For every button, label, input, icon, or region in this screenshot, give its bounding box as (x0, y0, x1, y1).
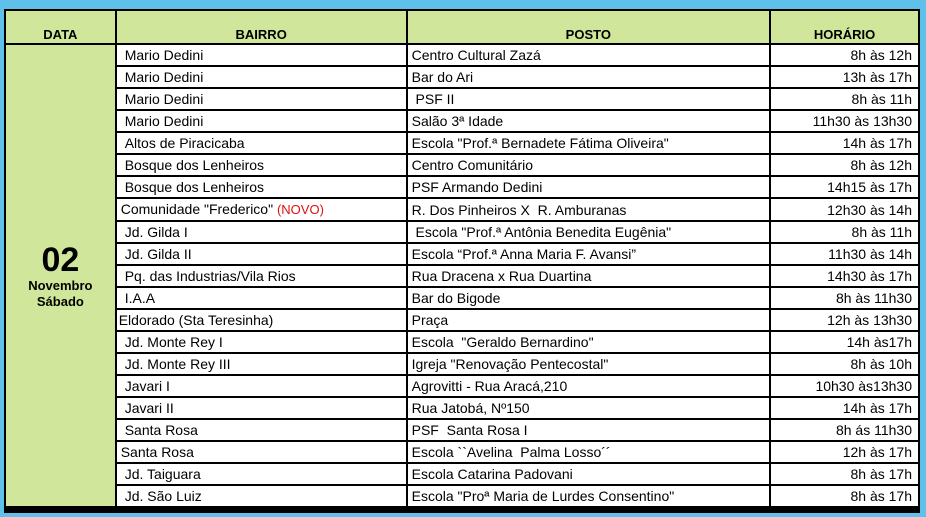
cell-bairro (117, 45, 406, 65)
table-row (6, 266, 918, 286)
bairro-text: Mario Dedini (124, 47, 204, 63)
table-row (6, 354, 918, 374)
cell-bairro (117, 332, 406, 352)
header-bairro: BAIRRO (117, 11, 406, 43)
table-row (6, 222, 918, 242)
cell-horario: 8h às 11h (771, 89, 918, 109)
cell-bairro (117, 111, 406, 131)
new-badge: (NOVO) (276, 202, 324, 217)
cell-posto: Escola Catarina Padovani (408, 464, 769, 484)
cell-horario: 14h às17h (771, 332, 918, 352)
bairro-text: Mario Dedini (124, 113, 204, 129)
cell-bairro (117, 288, 406, 308)
cell-horario: 8h às 11h (771, 222, 918, 242)
cell-bairro (117, 266, 406, 286)
table-row (6, 310, 918, 330)
cell-bairro (117, 89, 406, 109)
cell-horario: 14h15 às 17h (771, 177, 918, 197)
bairro-text: Santa Rosa (124, 422, 198, 438)
cell-horario: 12h às 13h30 (771, 310, 918, 330)
table-row (6, 442, 918, 462)
bairro-text: Jd. Gilda II (124, 246, 192, 262)
table-row (6, 486, 918, 506)
cell-horario: 8h às 17h (771, 486, 918, 506)
cell-bairro (117, 222, 406, 242)
table-row (6, 199, 918, 220)
cell-horario: 8h às 12h (771, 45, 918, 65)
bairro-text: Javari I (124, 378, 170, 394)
table-row (6, 376, 918, 396)
table-row (6, 133, 918, 153)
cell-bairro (117, 354, 406, 374)
date-weekday: Sábado (36, 293, 84, 309)
cell-bairro (117, 420, 406, 440)
cell-posto: Escola "Geraldo Bernardino" (408, 332, 769, 352)
date-month: Novembro (28, 277, 93, 293)
cell-horario: 14h às 17h (771, 398, 918, 418)
header-row (6, 11, 918, 43)
cell-posto: PSF Santa Rosa I (408, 420, 769, 440)
cell-posto: Rua Dracena x Rua Duartina (408, 266, 769, 286)
bairro-text: Mario Dedini (124, 91, 204, 107)
cell-horario: 8h às 17h (771, 464, 918, 484)
bairro-text: Comunidade "Frederico" (120, 201, 277, 217)
cell-posto: Centro Cultural Zazá (408, 45, 769, 65)
cell-bairro (117, 310, 406, 330)
cell-horario: 8h ás 11h30 (771, 420, 918, 440)
cell-posto: Centro Comunitário (408, 155, 769, 175)
table-row (6, 177, 918, 197)
bairro-text: Jd. Gilda I (124, 224, 188, 240)
cell-posto: Escola ``Avelina Palma Losso´´ (408, 442, 769, 462)
cell-posto: Igreja "Renovação Pentecostal" (408, 354, 769, 374)
bairro-text: Pq. das Industrias/Vila Rios (124, 268, 296, 284)
bairro-text: Jd. Taiguara (124, 466, 201, 482)
cell-bairro (117, 398, 406, 418)
table-row (6, 244, 918, 264)
cell-bairro (117, 199, 406, 220)
cell-horario: 12h às 17h (771, 442, 918, 462)
cell-horario: 8h às 12h (771, 155, 918, 175)
bairro-text: Altos de Piracicaba (124, 135, 245, 151)
cell-horario: 8h às 11h30 (771, 288, 918, 308)
bairro-text: Jd. Monte Rey III (124, 356, 231, 372)
cell-posto: Salão 3ª Idade (408, 111, 769, 131)
cell-bairro (117, 244, 406, 264)
cell-horario: 11h30 às 13h30 (771, 111, 918, 131)
cell-posto: PSF II (408, 89, 769, 109)
date-day: 02 (41, 240, 80, 279)
cell-bairro (117, 442, 406, 462)
cell-horario: 14h às 17h (771, 133, 918, 153)
schedule-table (4, 9, 920, 508)
table-row (6, 67, 918, 87)
bairro-text: Mario Dedini (124, 69, 204, 85)
cell-posto: Escola "Proª Maria de Lurdes Consentino" (408, 486, 769, 506)
cell-bairro (117, 464, 406, 484)
table-row (6, 398, 918, 418)
cell-posto: Rua Jatobá, Nº150 (408, 398, 769, 418)
cell-posto: PSF Armando Dedini (408, 177, 769, 197)
bairro-text: I.A.A (124, 290, 156, 306)
schedule-table-frame (4, 9, 920, 513)
bairro-text: Jd. São Luiz (124, 488, 202, 504)
cell-bairro (117, 133, 406, 153)
table-row (6, 464, 918, 484)
header-posto: POSTO (408, 11, 769, 43)
table-row (6, 45, 918, 65)
cell-horario: 10h30 às13h30 (771, 376, 918, 396)
cell-posto: Bar do Bigode (408, 288, 769, 308)
bairro-text: Bosque dos Lenheiros (124, 157, 265, 173)
cell-bairro (117, 67, 406, 87)
cell-horario: 14h30 às 17h (771, 266, 918, 286)
bairro-text: Santa Rosa (120, 444, 194, 460)
table-row (6, 288, 918, 308)
cell-horario: 13h às 17h (771, 67, 918, 87)
cell-posto: Escola “Prof.ª Anna Maria F. Avansi” (408, 244, 769, 264)
cell-horario: 11h30 às 14h (771, 244, 918, 264)
table-row (6, 332, 918, 352)
bairro-text: Eldorado (Sta Teresinha) (118, 312, 274, 328)
bairro-text: Jd. Monte Rey I (124, 334, 223, 350)
cell-posto: Escola "Prof.ª Antônia Benedita Eugênia" (408, 222, 769, 242)
table-row (6, 111, 918, 131)
bairro-text: Bosque dos Lenheiros (124, 179, 265, 195)
date-cell (6, 45, 115, 506)
cell-bairro (117, 155, 406, 175)
table-row (6, 89, 918, 109)
header-data: DATA (6, 11, 115, 43)
cell-bairro (117, 376, 406, 396)
cell-posto: Escola "Prof.ª Bernadete Fátima Oliveira" (408, 133, 769, 153)
cell-bairro (117, 486, 406, 506)
cell-horario: 12h30 às 14h (771, 199, 918, 220)
header-horario: HORÁRIO (771, 11, 918, 43)
cell-posto: Agrovitti - Rua Aracá,210 (408, 376, 769, 396)
table-row (6, 420, 918, 440)
cell-posto: R. Dos Pinheiros X R. Amburanas (408, 199, 769, 220)
cell-horario: 8h às 10h (771, 354, 918, 374)
bairro-text: Javari II (124, 400, 174, 416)
table-row (6, 155, 918, 175)
cell-bairro (117, 177, 406, 197)
cell-posto: Praça (408, 310, 769, 330)
cell-posto: Bar do Ari (408, 67, 769, 87)
